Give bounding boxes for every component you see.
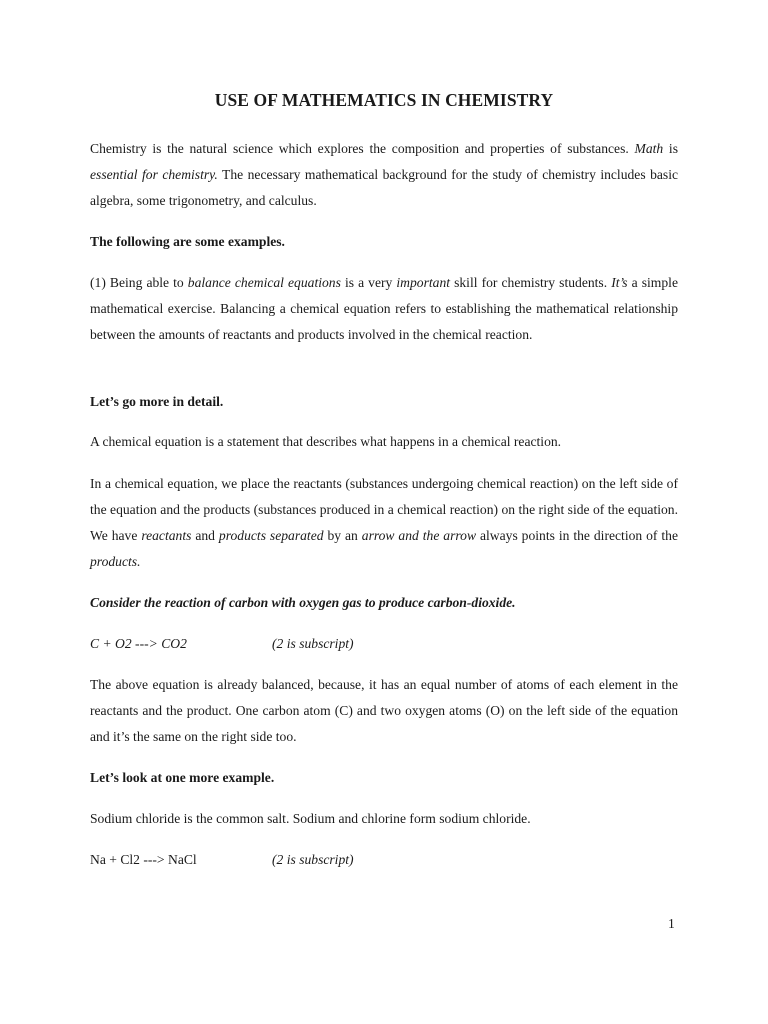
intro-paragraph (90, 136, 678, 214)
equation-2 (90, 847, 197, 873)
sodium-paragraph: Sodium chloride is the common salt. Sodium and chlorine form sodium chloride. (90, 811, 531, 826)
arrow-phrase: arrow and the arrow (361, 528, 477, 543)
equation-2-note: (2 is subscript) (272, 852, 354, 867)
carbon-heading: Consider the reaction of carbon with oxygen gas to produce carbon-dioxide. (90, 595, 516, 610)
equation-1-note: (2 is subscript) (272, 636, 354, 651)
intro-essential-phrase: essential for chemistry. (90, 167, 218, 182)
intro-math-word: Math (634, 141, 664, 156)
document-title: USE OF MATHEMATICS IN CHEMISTRY (214, 90, 554, 110)
equation-1 (90, 631, 187, 657)
products-word: products. (90, 554, 141, 569)
reactants-word: reactants (141, 528, 192, 543)
intro-text-2: The necessary mathematical background for the study of chemistry includes basic algebra, some trigonometry, and calculus. (90, 167, 678, 208)
equation-2-formula: Na + Cl2 ---> NaCl (90, 852, 197, 867)
balance-rest: a simple mathematical exercise. Balancing a chemical equation refers to establishing the mathematical relationship between the amounts of reactants and products involved in the chemical reaction. (90, 275, 678, 342)
more-example-heading: Let’s look at one more example. (90, 770, 275, 785)
detail-heading: Let’s go more in detail. (90, 394, 224, 409)
balance-prefix: (1) Being able to (90, 275, 188, 290)
examples-heading: The following are some examples. (90, 234, 285, 249)
intro-is-word: is (663, 141, 679, 156)
products-separated-phrase: products separated (218, 528, 324, 543)
balance-paragraph (90, 270, 678, 348)
statement-paragraph: A chemical equation is a statement that describes what happens in a chemical reaction. (90, 434, 562, 449)
important-word: important (396, 275, 451, 290)
balance-phrase: balance chemical equations (187, 275, 341, 290)
and-word: and (191, 528, 219, 543)
by-an-word: by an (323, 528, 362, 543)
balance-after-important: skill for chemistry students. (450, 275, 612, 290)
balanced-paragraph: The above equation is already balanced, because, it has an equal number of atoms of each element in the reactants and the product. One carbon atom (C) and two oxygen atoms (O) on the left side of the equation and it’s the same on the right side too. (90, 677, 678, 744)
equation-1-formula: C + O2 ---> CO2 (90, 636, 187, 651)
placement-text-2: always points in the direction of the (476, 528, 678, 543)
page-number: 1 (668, 916, 675, 931)
intro-text-1: Chemistry is the natural science which explores the composition and properties of substances. (90, 141, 635, 156)
placement-paragraph (90, 471, 678, 575)
its-word: It’s (611, 275, 628, 290)
balance-middle: is a very (340, 275, 397, 290)
placement-text-1: In a chemical equation, we place the reactants (substances undergoing chemical reaction) on the left side of the equation and the products (substances produced in a chemical reaction) on the right side of the equation. We have (90, 476, 678, 543)
